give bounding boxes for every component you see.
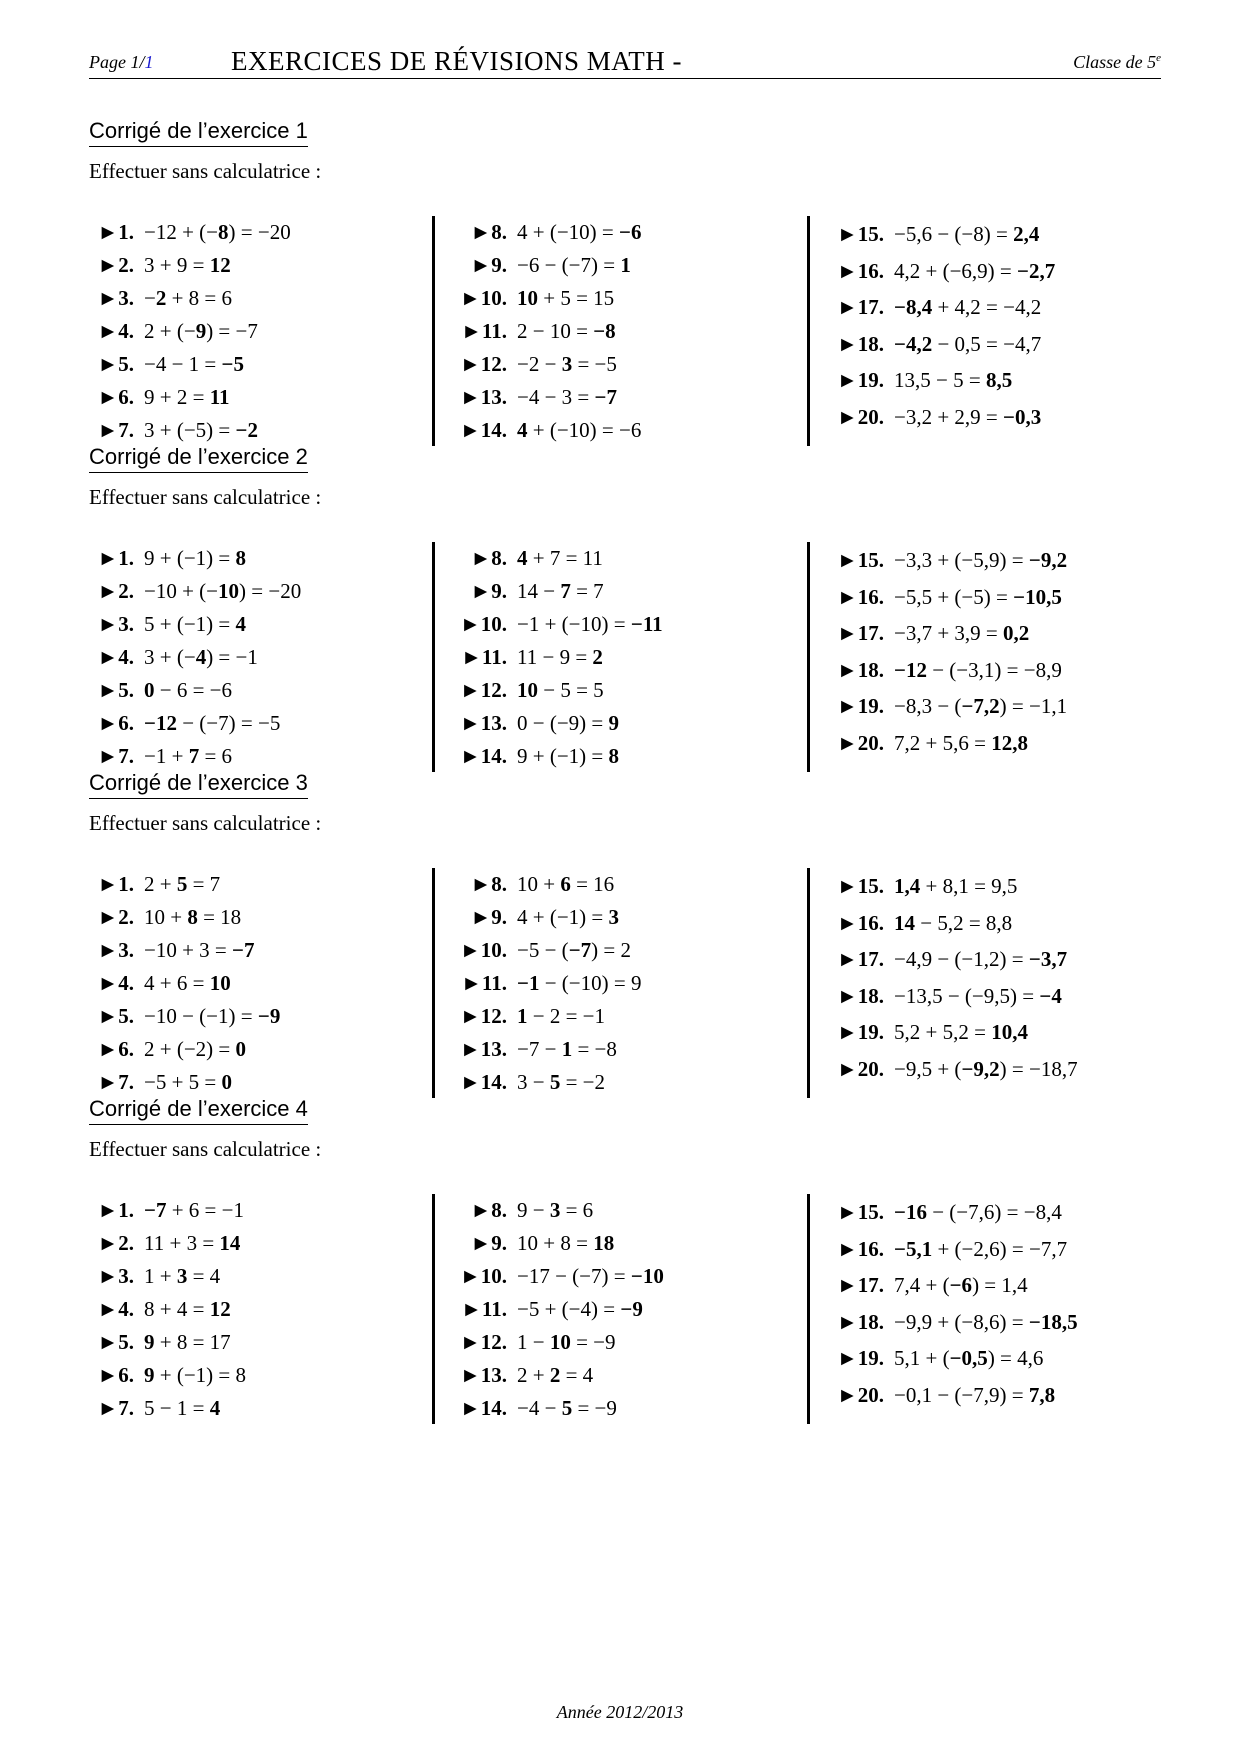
item-expression: 7,2 + 5,6 = 12,8 <box>894 730 1028 755</box>
answer-item <box>832 399 1192 436</box>
item-number: ►5. <box>97 352 134 376</box>
item-expression: −1 − (−10) = 9 <box>517 971 642 995</box>
answer-item <box>455 967 795 1000</box>
item-expression: 10 + 6 = 16 <box>517 872 615 896</box>
answer-item <box>455 575 795 608</box>
answer-item <box>455 542 795 575</box>
item-expression: 4 + (−1) = 3 <box>517 905 620 929</box>
answer-item <box>455 934 795 967</box>
item-expression: −5,6 − (−8) = 2,4 <box>894 222 1040 246</box>
item-expression: −2 + 8 = 6 <box>144 286 233 310</box>
item-number: ►4. <box>97 971 134 995</box>
item-expression: −7 + 6 = −1 <box>144 1198 244 1222</box>
answer-item <box>455 1260 795 1293</box>
answer-column <box>94 542 434 773</box>
item-expression: −4,2 − 0,5 = −4,7 <box>894 331 1042 356</box>
answer-item <box>832 289 1192 326</box>
item-expression: 3 + 9 = 12 <box>144 253 231 277</box>
answer-item <box>455 216 795 249</box>
item-number: ►20. <box>836 730 884 755</box>
page-footer: Année 2012/2013 <box>556 1702 684 1722</box>
answer-item <box>832 1014 1192 1051</box>
answer-column <box>94 868 434 1099</box>
item-number: ►2. <box>97 1231 134 1255</box>
answer-item <box>94 575 434 608</box>
answer-item <box>832 579 1192 616</box>
document-title: EXERCICES DE RÉVISIONS MATH - <box>231 46 683 76</box>
item-number: ►10. <box>459 612 507 636</box>
answer-item <box>832 1267 1192 1304</box>
item-number: ►13. <box>459 1037 507 1061</box>
exercise-title: Corrigé de l’exercice 2 <box>89 444 308 473</box>
item-number: ►1. <box>97 872 134 896</box>
item-number: ►18. <box>836 1309 884 1334</box>
item-expression: −4 − 5 = −9 <box>517 1396 617 1420</box>
answer-columns <box>89 868 1169 1098</box>
item-number: ►11. <box>461 1297 507 1321</box>
item-number: ►19. <box>836 1346 884 1370</box>
exercise-title: Corrigé de l’exercice 3 <box>89 770 308 799</box>
item-expression: 1 + 3 = 4 <box>144 1264 221 1288</box>
item-number: ►9. <box>470 253 507 277</box>
answer-item <box>455 315 795 348</box>
answer-columns <box>89 542 1169 772</box>
item-number: ►14. <box>459 1070 507 1094</box>
answer-item <box>94 707 434 740</box>
item-number: ►9. <box>470 905 507 929</box>
item-expression: −5,1 + (−2,6) = −7,7 <box>894 1236 1068 1261</box>
item-number: ►15. <box>836 222 884 246</box>
item-number: ►10. <box>459 1264 507 1288</box>
item-number: ►7. <box>97 418 134 442</box>
class-label <box>1073 52 1161 73</box>
answer-item <box>94 1293 434 1326</box>
item-expression: 10 + 8 = 18 <box>517 1231 615 1255</box>
answer-item <box>94 1392 434 1425</box>
answer-item <box>832 688 1192 725</box>
item-expression: 13,5 − 5 = 8,5 <box>894 368 1013 392</box>
item-number: ►1. <box>97 220 134 244</box>
answer-item <box>94 1033 434 1066</box>
item-expression: 5,2 + 5,2 = 10,4 <box>894 1020 1028 1044</box>
answer-item <box>455 1326 795 1359</box>
item-expression: 9 + 2 = 11 <box>144 385 230 409</box>
answer-item <box>832 1051 1192 1088</box>
item-expression: −17 − (−7) = −10 <box>517 1264 664 1288</box>
answer-item <box>455 901 795 934</box>
item-expression: −3,7 + 3,9 = 0,2 <box>894 621 1030 645</box>
item-number: ►16. <box>836 910 884 935</box>
exercise-instruction: Effectuer sans calculatrice : <box>89 159 322 183</box>
item-expression: −5 + (−4) = −9 <box>517 1297 643 1321</box>
exercise-instruction: Effectuer sans calculatrice : <box>89 1137 322 1161</box>
item-expression: −1 + (−10) = −11 <box>517 612 663 636</box>
answer-column <box>807 542 1192 772</box>
answer-item <box>94 1066 434 1099</box>
item-number: ►8. <box>470 1198 507 1222</box>
answer-item <box>94 1260 434 1293</box>
item-number: ►12. <box>459 352 507 376</box>
answer-item <box>455 707 795 740</box>
answer-column <box>807 216 1192 446</box>
item-expression: −4 − 1 = −5 <box>144 352 244 376</box>
answer-item <box>455 414 795 447</box>
item-expression: 1,4 + 8,1 = 9,5 <box>894 874 1018 898</box>
item-expression: −3,2 + 2,9 = −0,3 <box>894 404 1042 429</box>
item-expression: −3,3 + (−5,9) = −9,2 <box>894 548 1068 572</box>
item-number: ►9. <box>470 1231 507 1255</box>
page-total-link[interactable]: 1 <box>144 52 154 72</box>
item-number: ►2. <box>97 579 134 603</box>
answer-item <box>455 1392 795 1425</box>
exercise-section <box>89 770 1169 1094</box>
item-number: ►15. <box>836 874 884 898</box>
item-number: ►17. <box>836 295 884 319</box>
item-number: ►18. <box>836 331 884 356</box>
item-expression: 1 − 2 = −1 <box>517 1004 606 1028</box>
item-expression: 9 + (−1) = 8 <box>517 744 620 768</box>
answer-column <box>432 216 795 446</box>
answer-item <box>832 1340 1192 1377</box>
item-expression: 9 + (−1) = 8 <box>144 1363 247 1387</box>
item-expression: −8,4 + 4,2 = −4,2 <box>894 295 1042 319</box>
item-number: ►6. <box>97 1363 134 1387</box>
item-expression: 2 + 2 = 4 <box>517 1363 594 1387</box>
item-number: ►17. <box>836 1273 884 1297</box>
item-expression: 3 + (−5) = −2 <box>144 418 258 442</box>
item-expression: 9 + 8 = 17 <box>144 1330 231 1354</box>
page-number <box>89 52 154 73</box>
item-number: ►5. <box>97 678 134 702</box>
item-expression: 9 + (−1) = 8 <box>144 546 247 570</box>
item-expression: 10 − 5 = 5 <box>517 678 604 702</box>
item-number: ►2. <box>97 253 134 277</box>
answer-item <box>94 1227 434 1260</box>
item-expression: 4 + 6 = 10 <box>144 971 231 995</box>
item-number: ►4. <box>97 319 134 343</box>
answer-item <box>455 1227 795 1260</box>
answer-item <box>455 608 795 641</box>
item-number: ►18. <box>836 983 884 1008</box>
item-number: ►11. <box>461 645 507 669</box>
item-number: ►7. <box>97 744 134 768</box>
item-number: ►9. <box>470 579 507 603</box>
item-number: ►20. <box>836 1056 884 1081</box>
item-expression: −7 − 1 = −8 <box>517 1037 617 1061</box>
exercise-instruction: Effectuer sans calculatrice : <box>89 485 322 509</box>
answer-item <box>455 1066 795 1099</box>
item-number: ►5. <box>97 1330 134 1354</box>
class-text: Classe de 5 <box>1073 52 1157 72</box>
item-number: ►17. <box>836 947 884 971</box>
item-expression: 8 + 4 = 12 <box>144 1297 231 1321</box>
item-expression: 3 + (−4) = −1 <box>144 645 258 669</box>
item-number: ►14. <box>459 1396 507 1420</box>
item-number: ►17. <box>836 621 884 645</box>
answer-item <box>94 249 434 282</box>
item-expression: −12 − (−7) = −5 <box>144 711 281 735</box>
answer-item <box>455 348 795 381</box>
item-expression: −12 + (−8) = −20 <box>144 220 291 244</box>
item-number: ►10. <box>459 286 507 310</box>
item-expression: −0,1 − (−7,9) = 7,8 <box>894 1382 1056 1407</box>
item-expression: −4 − 3 = −7 <box>517 385 617 409</box>
page-header <box>89 44 1161 79</box>
answer-item <box>94 348 434 381</box>
answer-item <box>832 542 1192 579</box>
item-expression: 10 + 8 = 18 <box>144 905 242 929</box>
item-number: ►1. <box>97 546 134 570</box>
item-number: ►7. <box>97 1070 134 1094</box>
item-expression: −5 + 5 = 0 <box>144 1070 233 1094</box>
item-number: ►16. <box>836 258 884 283</box>
answer-item <box>832 615 1192 652</box>
item-number: ►4. <box>97 645 134 669</box>
item-expression: 3 − 5 = −2 <box>517 1070 606 1094</box>
item-number: ►12. <box>459 1330 507 1354</box>
answer-column <box>807 1194 1192 1424</box>
answer-item <box>455 1293 795 1326</box>
answer-item <box>94 315 434 348</box>
item-number: ►3. <box>97 938 134 962</box>
item-number: ►3. <box>97 1264 134 1288</box>
exercise-title: Corrigé de l’exercice 4 <box>89 1096 308 1125</box>
answer-item <box>94 1000 434 1033</box>
answer-item <box>94 1194 434 1227</box>
item-expression: 14 − 7 = 7 <box>517 579 604 603</box>
answer-columns <box>89 1194 1169 1424</box>
item-number: ►13. <box>459 385 507 409</box>
item-number: ►11. <box>461 971 507 995</box>
answer-item <box>94 608 434 641</box>
answer-item <box>94 674 434 707</box>
answer-item <box>94 641 434 674</box>
item-expression: 2 + 5 = 7 <box>144 872 221 896</box>
item-number: ►3. <box>97 612 134 636</box>
item-number: ►15. <box>836 1200 884 1224</box>
answer-item <box>832 1377 1192 1414</box>
item-expression: 4 + 7 = 11 <box>517 546 603 570</box>
answer-item <box>94 414 434 447</box>
item-number: ►19. <box>836 694 884 718</box>
item-expression: 4 + (−10) = −6 <box>517 220 642 244</box>
answer-item <box>455 1359 795 1392</box>
item-expression: −1 + 7 = 6 <box>144 744 233 768</box>
answer-item <box>94 381 434 414</box>
item-expression: 11 − 9 = 2 <box>517 645 603 669</box>
answer-item <box>94 868 434 901</box>
item-number: ►2. <box>97 905 134 929</box>
answer-item <box>94 901 434 934</box>
item-number: ►14. <box>459 418 507 442</box>
item-number: ►12. <box>459 678 507 702</box>
answer-item <box>832 1231 1192 1268</box>
item-expression: 5 + (−1) = 4 <box>144 612 247 636</box>
item-expression: −10 + 3 = −7 <box>144 938 255 962</box>
answer-item <box>94 542 434 575</box>
answer-item <box>94 282 434 315</box>
item-number: ►7. <box>97 1396 134 1420</box>
item-expression: 7,4 + (−6) = 1,4 <box>894 1273 1028 1297</box>
item-expression: −8,3 − (−7,2) = −1,1 <box>894 694 1068 718</box>
item-number: ►12. <box>459 1004 507 1028</box>
answer-item <box>832 652 1192 689</box>
item-expression: −10 − (−1) = −9 <box>144 1004 281 1028</box>
item-expression: 2 + (−9) = −7 <box>144 319 258 343</box>
answer-item <box>455 641 795 674</box>
item-expression: −5,5 + (−5) = −10,5 <box>894 584 1062 609</box>
item-number: ►8. <box>470 220 507 244</box>
answer-column <box>432 868 795 1098</box>
exercise-title: Corrigé de l’exercice 1 <box>89 118 308 147</box>
item-expression: 2 + (−2) = 0 <box>144 1037 247 1061</box>
class-superscript: e <box>1156 52 1161 64</box>
item-number: ►11. <box>461 319 507 343</box>
answer-item <box>94 934 434 967</box>
answer-item <box>832 362 1192 399</box>
item-number: ►14. <box>459 744 507 768</box>
item-expression: −5 − (−7) = 2 <box>517 938 631 962</box>
item-number: ►8. <box>470 872 507 896</box>
answer-item <box>455 1000 795 1033</box>
answer-item <box>832 1194 1192 1231</box>
item-expression: 10 + 5 = 15 <box>517 286 615 310</box>
item-number: ►6. <box>97 385 134 409</box>
item-expression: 5,1 + (−0,5) = 4,6 <box>894 1346 1044 1370</box>
item-expression: 1 − 10 = −9 <box>517 1330 616 1354</box>
item-number: ►19. <box>836 368 884 392</box>
item-number: ►3. <box>97 286 134 310</box>
answer-item <box>832 725 1192 762</box>
answer-item <box>832 941 1192 978</box>
item-expression: 4 + (−10) = −6 <box>517 418 642 442</box>
item-expression: −6 − (−7) = 1 <box>517 253 631 277</box>
item-number: ►5. <box>97 1004 134 1028</box>
item-expression: −10 + (−10) = −20 <box>144 579 302 603</box>
answer-item <box>455 868 795 901</box>
item-expression: 5 − 1 = 4 <box>144 1396 221 1420</box>
item-number: ►4. <box>97 1297 134 1321</box>
exercise-section <box>89 444 1169 768</box>
answer-item <box>455 1194 795 1227</box>
item-number: ►19. <box>836 1020 884 1044</box>
item-expression: −12 − (−3,1) = −8,9 <box>894 657 1062 682</box>
answer-item <box>455 249 795 282</box>
answer-item <box>832 1304 1192 1341</box>
item-expression: 0 − (−9) = 9 <box>517 711 620 735</box>
item-number: ►13. <box>459 711 507 735</box>
answer-item <box>455 381 795 414</box>
answer-item <box>455 1033 795 1066</box>
item-number: ►20. <box>836 1382 884 1407</box>
answer-item <box>832 978 1192 1015</box>
answer-item <box>94 1326 434 1359</box>
item-number: ►1. <box>97 1198 134 1222</box>
answer-item <box>832 868 1192 905</box>
answer-column <box>807 868 1192 1098</box>
item-number: ►10. <box>459 938 507 962</box>
answer-columns <box>89 216 1169 446</box>
item-number: ►18. <box>836 657 884 682</box>
item-number: ►20. <box>836 404 884 429</box>
answer-column <box>432 1194 795 1424</box>
exercise-instruction: Effectuer sans calculatrice : <box>89 811 322 835</box>
item-expression: −13,5 − (−9,5) = −4 <box>894 983 1062 1008</box>
answer-column <box>432 542 795 772</box>
item-expression: 9 − 3 = 6 <box>517 1198 594 1222</box>
answer-column <box>94 1194 434 1425</box>
item-expression: 0 − 6 = −6 <box>144 678 233 702</box>
answer-item <box>94 740 434 773</box>
item-expression: −4,9 − (−1,2) = −3,7 <box>894 947 1068 971</box>
item-expression: 11 + 3 = 14 <box>144 1231 241 1255</box>
item-expression: 4,2 + (−6,9) = −2,7 <box>894 258 1056 283</box>
answer-item <box>94 967 434 1000</box>
item-number: ►8. <box>470 546 507 570</box>
answer-item <box>455 674 795 707</box>
item-expression: 2 − 10 = −8 <box>517 319 616 343</box>
item-number: ►16. <box>836 1236 884 1261</box>
answer-item <box>455 740 795 773</box>
answer-item <box>832 905 1192 942</box>
item-number: ►6. <box>97 711 134 735</box>
item-expression: 14 − 5,2 = 8,8 <box>894 910 1013 935</box>
item-number: ►15. <box>836 548 884 572</box>
item-expression: −9,9 + (−8,6) = −18,5 <box>894 1309 1078 1334</box>
exercise-section <box>89 118 1169 442</box>
item-expression: −2 − 3 = −5 <box>517 352 617 376</box>
answer-item <box>94 216 434 249</box>
answer-item <box>832 253 1192 290</box>
answer-item <box>832 326 1192 363</box>
page-label: Page 1/ <box>89 52 145 72</box>
answer-column <box>94 216 434 447</box>
answer-item <box>455 282 795 315</box>
item-number: ►16. <box>836 584 884 609</box>
answer-item <box>94 1359 434 1392</box>
item-expression: −9,5 + (−9,2) = −18,7 <box>894 1056 1078 1081</box>
item-expression: −16 − (−7,6) = −8,4 <box>894 1200 1062 1224</box>
exercise-section <box>89 1096 1169 1420</box>
answer-item <box>832 216 1192 253</box>
item-number: ►6. <box>97 1037 134 1061</box>
item-number: ►13. <box>459 1363 507 1387</box>
